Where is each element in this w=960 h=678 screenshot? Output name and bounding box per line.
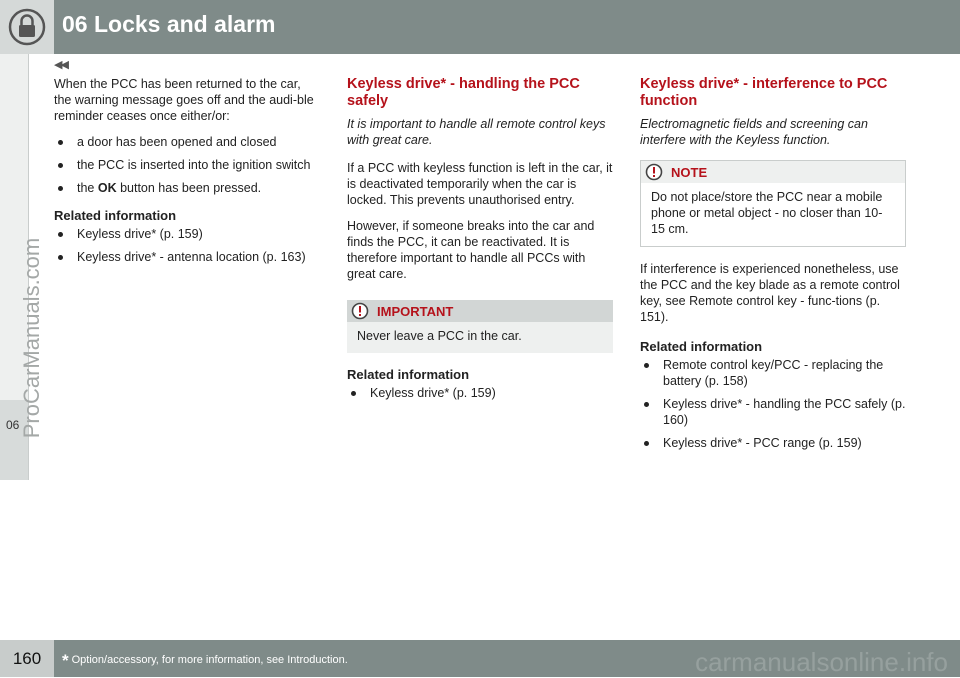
important-header [347,300,613,322]
footnote-text: Option/accessory, for more information, see Introduction. [71,654,348,666]
note-text: Do not place/store the PCC near a mobile phone or metal object - no closer than 10-15 cm. [651,190,883,236]
chapter-icon-box [0,0,54,54]
body-paragraph: If a PCC with keyless function is left in the car, it is deactivated temporarily when the car is locked. This prevents unauthorised entry. [347,161,613,207]
section-heading: Keyless drive* - interference to PCC function [640,76,888,109]
warning-icon [351,302,369,320]
related-info-heading: Related information [640,339,763,354]
section-heading: Keyless drive* - handling the PCC safely [347,76,580,109]
previous-page-marker[interactable]: ◀◀ [54,59,67,71]
related-link[interactable]: Keyless drive* (p. 159) [54,226,316,242]
note-title: NOTE [671,165,708,180]
footnote [62,651,348,671]
page-number: 160 [0,640,54,677]
condition-list [54,134,316,196]
body-paragraph: However, if someone breaks into the car and finds the PCC, it can be reactivated. It is therefore important to handle all PCCs with great care. [347,219,595,281]
section-intro: It is important to handle all remote control keys with great care. [347,117,606,147]
note-callout [640,160,906,247]
important-title: IMPORTANT [377,304,454,319]
ok-button-label: OK [97,181,117,195]
column-2 [347,76,613,408]
related-link[interactable]: Remote control key/PCC - replacing the battery (p. 158) [640,357,906,389]
related-link[interactable]: Keyless drive* - handling the PCC safely (p. 160) [640,396,906,428]
note-icon [645,163,663,181]
related-info-heading: Related information [347,367,470,382]
footnote-star: * [62,651,69,670]
column-1 [54,76,316,272]
side-watermark: ProCarManuals.com [19,237,44,439]
bullet-text-pre: the [77,181,98,195]
column-3 [640,76,906,458]
padlock-icon [8,8,46,46]
site-watermark: carmanualsonline.info [695,647,948,677]
related-link[interactable]: Keyless drive* (p. 159) [347,385,613,401]
list-item: the PCC is inserted into the ignition switch [54,157,316,173]
important-callout [347,300,613,353]
related-list [54,226,316,265]
page-header [0,0,960,54]
body-paragraph: If interference is experienced nonetheless, use the PCC and the key blade as a remote control key, see Remote control key - func-tions (p. 151). [640,262,900,324]
related-link[interactable]: Keyless drive* - antenna location (p. 163) [54,249,316,265]
related-list [640,357,906,451]
intro-paragraph: When the PCC has been returned to the car, the warning message goes off and the audi-ble reminder ceases once either/or: [54,77,314,123]
related-list [347,385,613,401]
related-link[interactable]: Keyless drive* - PCC range (p. 159) [640,435,906,451]
important-text: Never leave a PCC in the car. [357,329,522,343]
bullet-text-post: button has been pressed. [116,181,262,195]
chapter-title: 06 Locks and alarm [62,11,276,37]
note-header [641,161,905,183]
list-item [54,180,316,196]
related-info-heading: Related information [54,208,177,223]
list-item: a door has been opened and closed [54,134,316,150]
chapter-tab-label: 06 [6,418,20,432]
section-intro: Electromagnetic fields and screening can interfere with the Keyless function. [640,117,868,147]
